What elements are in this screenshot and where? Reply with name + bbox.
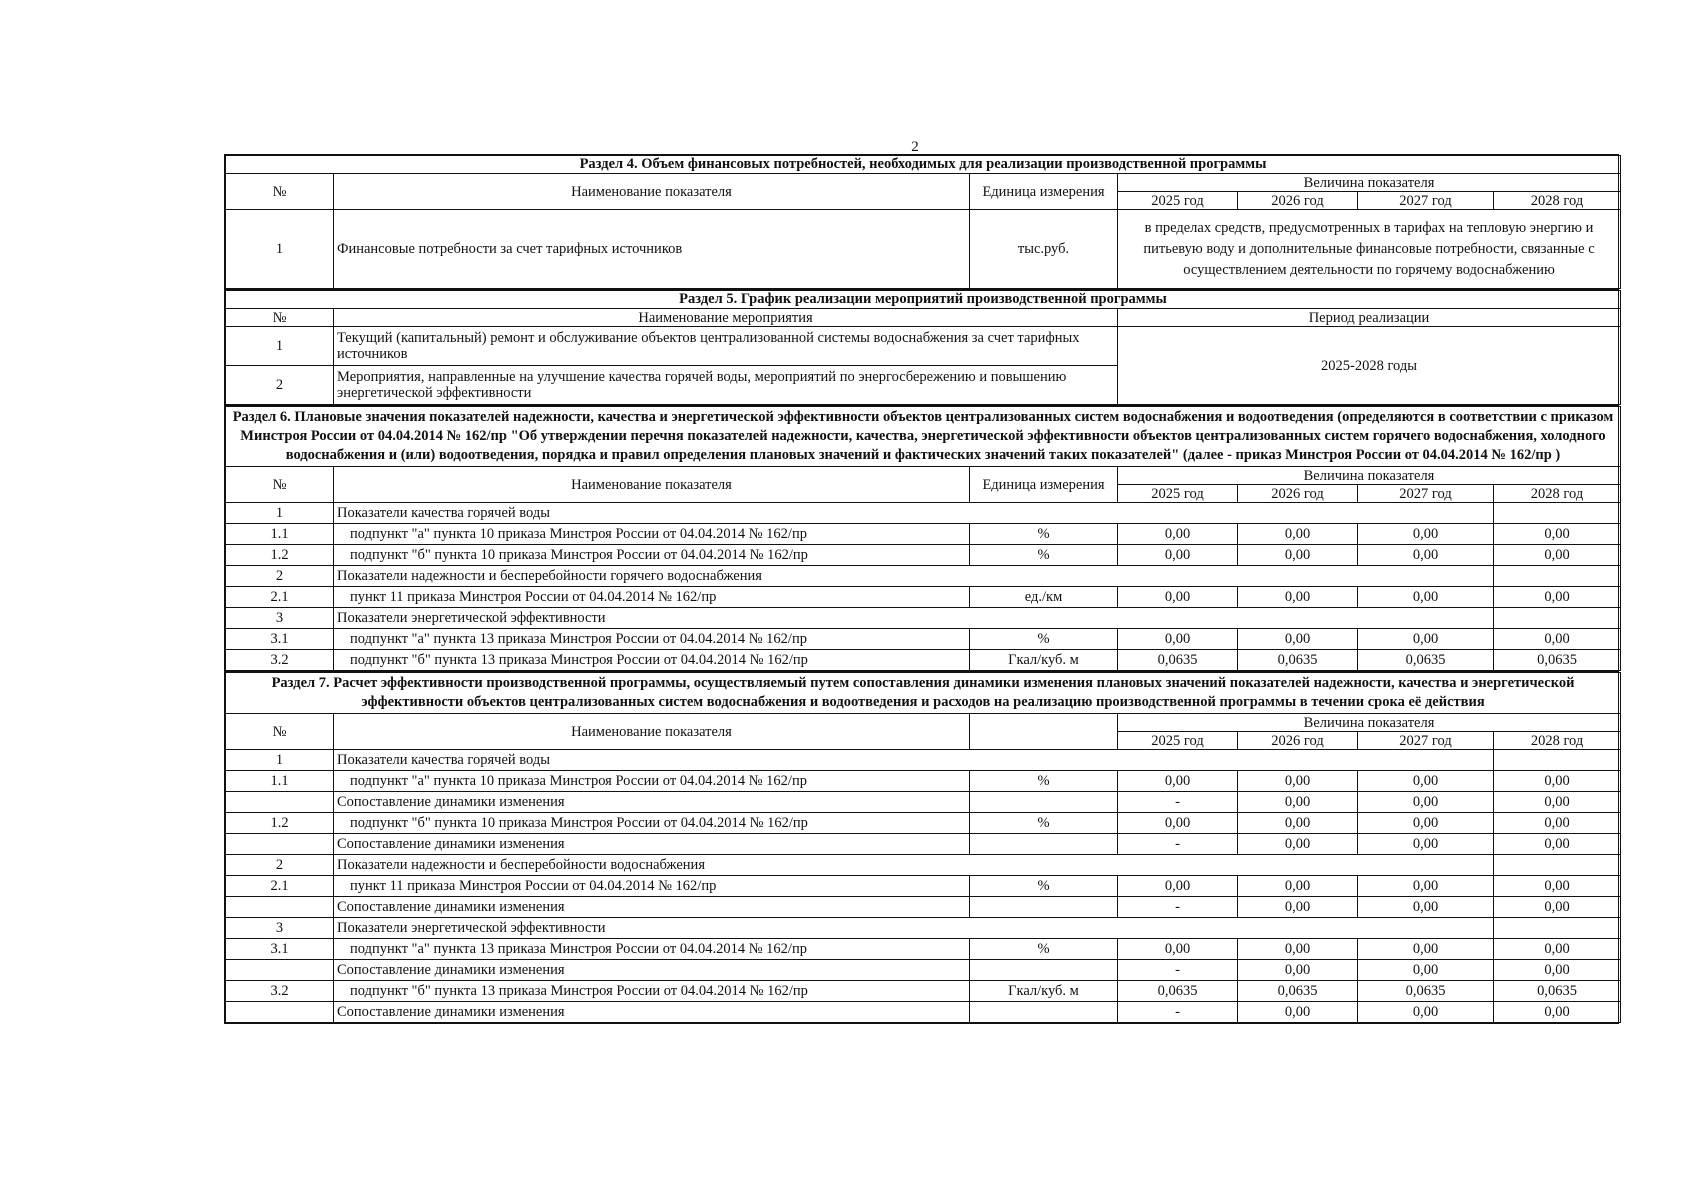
row-number: 2: [226, 366, 334, 405]
comparison-row: [226, 897, 1621, 918]
header-no: №: [226, 714, 334, 750]
indicator-name: подпункт "а" пункта 10 приказа Минстроя России от 04.04.2014 № 162/пр: [334, 524, 970, 545]
indicator-name: пункт 11 приказа Минстроя России от 04.04.2014 № 162/пр: [334, 587, 970, 608]
comparison-label: Сопоставление динамики изменения: [334, 960, 970, 981]
header-year: 2026 год: [1238, 732, 1358, 750]
value-cell: 0,0635: [1358, 650, 1494, 671]
value-cell: 0,0635: [1238, 981, 1358, 1002]
header-no: №: [226, 309, 334, 327]
row-number: 3: [226, 918, 334, 939]
header-activity-name: Наименование мероприятия: [334, 309, 1118, 327]
unit-cell: [970, 792, 1118, 813]
empty-cell: [1494, 608, 1621, 629]
row-number: 1.1: [226, 524, 334, 545]
section-6-title: Раздел 6. Плановые значения показателей надежности, качества и энергетической эффективности объектов централизованных систем водоснабжения и водоотведения (определяются в соответствии с приказом Минстроя России от 04.04.2014 № 162/пр "Об утверждении перечня показателей надежности, качества, энергетической эффективности объектов централизованных систем горячего водоснабжения, холодного водоснабжения и (или) водоотведения, порядка и правил определения плановых значений и фактических значений таких показателей" (далее - приказ Минстроя России от 04.04.2014 № 162/пр ): [226, 407, 1621, 467]
header-year: 2027 год: [1358, 485, 1494, 503]
row-number: [226, 897, 334, 918]
value-cell: 0,00: [1238, 960, 1358, 981]
indicator-name: подпункт "б" пункта 10 приказа Минстроя России от 04.04.2014 № 162/пр: [334, 813, 970, 834]
empty-cell: [1494, 918, 1621, 939]
header-year: 2026 год: [1238, 192, 1358, 210]
row-number: 1.2: [226, 813, 334, 834]
group-name: Показатели качества горячей воды: [334, 750, 1494, 771]
row-number: 3.1: [226, 939, 334, 960]
header-year: 2027 год: [1358, 732, 1494, 750]
row-number: 2.1: [226, 876, 334, 897]
indicator-name: пункт 11 приказа Минстроя России от 04.04.2014 № 162/пр: [334, 876, 970, 897]
row-number: 1.1: [226, 771, 334, 792]
value-cell: 0,00: [1358, 813, 1494, 834]
comparison-row: [226, 834, 1621, 855]
group-row: [226, 566, 1621, 587]
header-year: 2025 год: [1118, 485, 1238, 503]
header-year: 2028 год: [1494, 192, 1621, 210]
group-row: [226, 608, 1621, 629]
value-cell: 0,00: [1238, 524, 1358, 545]
unit-cell: %: [970, 545, 1118, 566]
group-name: Показатели энергетической эффективности: [334, 918, 1494, 939]
value-cell: -: [1118, 834, 1238, 855]
value-cell: 0,00: [1238, 792, 1358, 813]
row-number: 1.2: [226, 545, 334, 566]
section-5-title: Раздел 5. График реализации мероприятий производственной программы: [226, 291, 1621, 309]
indicator-row: [226, 939, 1621, 960]
value-cell: 0,00: [1118, 587, 1238, 608]
group-name: Показатели энергетической эффективности: [334, 608, 1494, 629]
value-cell: 0,00: [1238, 897, 1358, 918]
indicator-name: подпункт "а" пункта 10 приказа Минстроя России от 04.04.2014 № 162/пр: [334, 771, 970, 792]
comparison-label: Сопоставление динамики изменения: [334, 834, 970, 855]
value-cell: 0,00: [1494, 813, 1621, 834]
header-year: 2026 год: [1238, 485, 1358, 503]
indicator-name: подпункт "а" пункта 13 приказа Минстроя России от 04.04.2014 № 162/пр: [334, 629, 970, 650]
financing-note: в пределах средств, предусмотренных в тарифах на тепловую энергию и питьевую воду и дополнительные финансовые потребности, связанные с осуществлением деятельности по горячему водоснабжению: [1118, 210, 1621, 289]
value-cell: 0,00: [1118, 771, 1238, 792]
header-value: Величина показателя: [1118, 174, 1621, 192]
header-year: 2027 год: [1358, 192, 1494, 210]
indicator-name: подпункт "б" пункта 10 приказа Минстроя России от 04.04.2014 № 162/пр: [334, 545, 970, 566]
row-number: 3.2: [226, 650, 334, 671]
row-number: [226, 792, 334, 813]
value-cell: 0,0635: [1494, 981, 1621, 1002]
value-cell: 0,00: [1358, 629, 1494, 650]
value-cell: 0,00: [1358, 897, 1494, 918]
value-cell: 0,00: [1358, 834, 1494, 855]
row-number: 1: [226, 210, 334, 289]
value-cell: 0,0635: [1118, 981, 1238, 1002]
row-number: 1: [226, 503, 334, 524]
indicator-row: [226, 650, 1621, 671]
value-cell: 0,00: [1238, 1002, 1358, 1023]
empty-cell: [1494, 855, 1621, 876]
page-number: 2: [911, 139, 919, 155]
value-cell: 0,00: [1494, 629, 1621, 650]
unit-cell: [970, 1002, 1118, 1023]
unit-cell: Гкал/куб. м: [970, 981, 1118, 1002]
value-cell: 0,00: [1494, 939, 1621, 960]
value-cell: 0,00: [1358, 524, 1494, 545]
section-7: [224, 671, 1619, 1024]
header-no: №: [226, 467, 334, 503]
value-cell: 0,00: [1358, 960, 1494, 981]
indicator-row: [226, 524, 1621, 545]
empty-cell: [1494, 750, 1621, 771]
group-name: Показатели надежности и бесперебойности горячего водоснабжения: [334, 566, 1494, 587]
activity-name: Текущий (капитальный) ремонт и обслуживание объектов централизованной системы водоснабжения за счет тарифных источников: [334, 327, 1118, 366]
unit-cell: [970, 897, 1118, 918]
program-document: [224, 154, 1619, 1024]
header-value: Величина показателя: [1118, 467, 1621, 485]
comparison-row: [226, 792, 1621, 813]
value-cell: 0,00: [1494, 524, 1621, 545]
value-cell: 0,00: [1358, 1002, 1494, 1023]
value-cell: 0,00: [1238, 771, 1358, 792]
value-cell: 0,0635: [1238, 650, 1358, 671]
value-cell: 0,00: [1358, 545, 1494, 566]
value-cell: 0,00: [1494, 1002, 1621, 1023]
indicator-row: [226, 587, 1621, 608]
row-number: 3.1: [226, 629, 334, 650]
comparison-label: Сопоставление динамики изменения: [334, 1002, 970, 1023]
section-7-title: Раздел 7. Расчет эффективности производственной программы, осуществляемый путем сопоставления динамики изменения плановых значений показателей надежности, качества и энергетической эффективности объектов централизованных систем водоснабжения и водоотведения и расходов на реализацию производственной программы в течении срока её действия: [226, 673, 1621, 714]
group-row: [226, 750, 1621, 771]
row-number: 3: [226, 608, 334, 629]
group-name: Показатели качества горячей воды: [334, 503, 1494, 524]
row-number: 1: [226, 750, 334, 771]
indicator-row: [226, 545, 1621, 566]
value-cell: 0,00: [1118, 813, 1238, 834]
comparison-label: Сопоставление динамики изменения: [334, 792, 970, 813]
header-indicator-name: Наименование показателя: [334, 174, 970, 210]
comparison-row: [226, 1002, 1621, 1023]
value-cell: -: [1118, 897, 1238, 918]
value-cell: 0,00: [1238, 876, 1358, 897]
row-number: [226, 960, 334, 981]
header-year: 2025 год: [1118, 732, 1238, 750]
value-cell: 0,00: [1238, 939, 1358, 960]
group-name: Показатели надежности и бесперебойности водоснабжения: [334, 855, 1494, 876]
implementation-period: 2025-2028 годы: [1118, 327, 1621, 405]
header-value: Величина показателя: [1118, 714, 1621, 732]
group-row: [226, 503, 1621, 524]
header-unit: Единица измерения: [970, 174, 1118, 210]
header-year: 2028 год: [1494, 485, 1621, 503]
unit-cell: %: [970, 813, 1118, 834]
value-cell: 0,0635: [1118, 650, 1238, 671]
value-cell: 0,00: [1238, 587, 1358, 608]
value-cell: -: [1118, 960, 1238, 981]
value-cell: 0,00: [1358, 792, 1494, 813]
value-cell: 0,0635: [1358, 981, 1494, 1002]
value-cell: 0,00: [1494, 897, 1621, 918]
section-6: [224, 405, 1619, 671]
indicator-row: [226, 876, 1621, 897]
header-year: 2025 год: [1118, 192, 1238, 210]
indicator-row: [226, 629, 1621, 650]
value-cell: 0,00: [1238, 629, 1358, 650]
row-number: 2: [226, 566, 334, 587]
value-cell: 0,00: [1358, 939, 1494, 960]
row-number: 3.2: [226, 981, 334, 1002]
value-cell: 0,00: [1358, 876, 1494, 897]
value-cell: 0,00: [1118, 876, 1238, 897]
value-cell: 0,00: [1494, 876, 1621, 897]
empty-cell: [1494, 503, 1621, 524]
indicator-row: [226, 771, 1621, 792]
value-cell: 0,00: [1238, 834, 1358, 855]
value-cell: 0,00: [1358, 771, 1494, 792]
value-cell: 0,00: [1494, 587, 1621, 608]
value-cell: 0,00: [1118, 545, 1238, 566]
empty-cell: [1494, 566, 1621, 587]
header-no: №: [226, 174, 334, 210]
comparison-row: [226, 960, 1621, 981]
value-cell: 0,00: [1494, 545, 1621, 566]
unit-cell: ед./км: [970, 587, 1118, 608]
unit-cell: тыс.руб.: [970, 210, 1118, 289]
group-row: [226, 855, 1621, 876]
value-cell: -: [1118, 1002, 1238, 1023]
activity-name: Мероприятия, направленные на улучшение качества горячей воды, мероприятий по энергосбережению и повышению энергетической эффективности: [334, 366, 1118, 405]
value-cell: 0,00: [1494, 834, 1621, 855]
group-row: [226, 918, 1621, 939]
value-cell: -: [1118, 792, 1238, 813]
unit-cell: %: [970, 771, 1118, 792]
row-number: 2.1: [226, 587, 334, 608]
row-number: [226, 1002, 334, 1023]
section-4: [224, 154, 1619, 289]
value-cell: 0,00: [1238, 545, 1358, 566]
header-unit: Единица измерения: [970, 467, 1118, 503]
value-cell: 0,00: [1118, 939, 1238, 960]
indicator-row: [226, 813, 1621, 834]
header-indicator-name: Наименование показателя: [334, 714, 970, 750]
unit-cell: %: [970, 524, 1118, 545]
unit-cell: %: [970, 876, 1118, 897]
indicator-row: [226, 981, 1621, 1002]
indicator-name: подпункт "б" пункта 13 приказа Минстроя России от 04.04.2014 № 162/пр: [334, 650, 970, 671]
header-indicator-name: Наименование показателя: [334, 467, 970, 503]
unit-cell: [970, 834, 1118, 855]
indicator-name: подпункт "б" пункта 13 приказа Минстроя России от 04.04.2014 № 162/пр: [334, 981, 970, 1002]
indicator-name: Финансовые потребности за счет тарифных источников: [334, 210, 970, 289]
header-year: 2028 год: [1494, 732, 1621, 750]
value-cell: 0,00: [1494, 960, 1621, 981]
unit-cell: [970, 960, 1118, 981]
header-period: Период реализации: [1118, 309, 1621, 327]
section-5: [224, 289, 1619, 405]
comparison-label: Сопоставление динамики изменения: [334, 897, 970, 918]
row-number: 2: [226, 855, 334, 876]
value-cell: 0,00: [1118, 524, 1238, 545]
section-4-title: Раздел 4. Объем финансовых потребностей, необходимых для реализации производственной программы: [226, 156, 1621, 174]
unit-cell: %: [970, 629, 1118, 650]
value-cell: 0,00: [1358, 587, 1494, 608]
indicator-name: подпункт "а" пункта 13 приказа Минстроя России от 04.04.2014 № 162/пр: [334, 939, 970, 960]
header-unit-empty: [970, 714, 1118, 750]
value-cell: 0,00: [1494, 792, 1621, 813]
unit-cell: %: [970, 939, 1118, 960]
value-cell: 0,00: [1494, 771, 1621, 792]
row-number: [226, 834, 334, 855]
row-number: 1: [226, 327, 334, 366]
value-cell: 0,0635: [1494, 650, 1621, 671]
value-cell: 0,00: [1118, 629, 1238, 650]
unit-cell: Гкал/куб. м: [970, 650, 1118, 671]
value-cell: 0,00: [1238, 813, 1358, 834]
